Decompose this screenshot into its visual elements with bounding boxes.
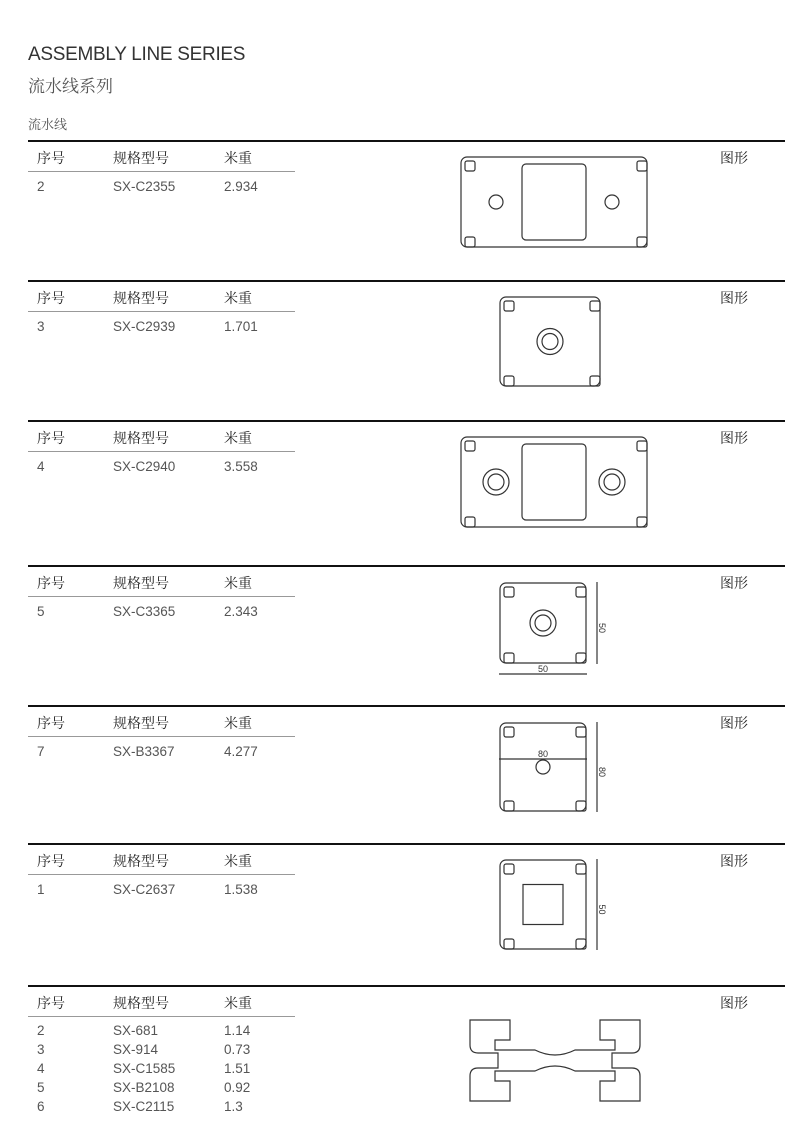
column-header-model: 规格型号 [113, 575, 169, 591]
corner-slot [576, 727, 586, 737]
column-header-no: 序号 [37, 995, 65, 1011]
column-header-no: 序号 [37, 290, 65, 306]
column-header-figure: 图形 [720, 715, 748, 731]
column-header-weight: 米重 [224, 430, 252, 446]
profile-outline [470, 1020, 640, 1101]
corner-slot [504, 864, 514, 874]
center-star-hole [537, 329, 563, 355]
row-model: SX-B3367 [113, 744, 175, 759]
product-section [28, 280, 785, 422]
row-model: SX-B2108 [113, 1080, 175, 1095]
dimension-label: 50 [597, 623, 607, 634]
center-cavity [522, 444, 586, 520]
column-header-figure: 图形 [720, 150, 748, 166]
dimension-label: 80 [597, 767, 607, 778]
column-header-figure: 图形 [720, 430, 748, 446]
header-divider [28, 1016, 295, 1017]
column-header-model: 规格型号 [113, 715, 169, 731]
dimension-label: 50 [597, 904, 607, 915]
column-header-weight: 米重 [224, 575, 252, 591]
row-weight: 0.73 [224, 1042, 251, 1057]
row-weight: 1.701 [224, 319, 258, 334]
corner-slot [504, 376, 514, 386]
row-model: SX-681 [113, 1023, 159, 1038]
header-divider [28, 596, 295, 597]
corner-slot [504, 301, 514, 311]
column-header-model: 规格型号 [113, 290, 169, 306]
profile-drawing [465, 1005, 640, 1117]
row-no: 2 [37, 1023, 45, 1038]
column-header-weight: 米重 [224, 715, 252, 731]
column-header-no: 序号 [37, 853, 65, 869]
header-divider [28, 874, 295, 875]
center-star-hole [599, 469, 625, 495]
corner-slot [590, 301, 600, 311]
row-weight: 1.538 [224, 882, 258, 897]
column-header-weight: 米重 [224, 995, 252, 1011]
column-header-weight: 米重 [224, 150, 252, 166]
row-no: 3 [37, 1042, 45, 1057]
row-weight: 3.558 [224, 459, 258, 474]
center-core [542, 334, 558, 350]
column-header-model: 规格型号 [113, 995, 169, 1011]
corner-slot [465, 517, 475, 527]
column-header-model: 规格型号 [113, 853, 169, 869]
header-divider [28, 736, 295, 737]
column-header-figure: 图形 [720, 290, 748, 306]
column-header-no: 序号 [37, 575, 65, 591]
column-header-no: 序号 [37, 150, 65, 166]
corner-slot [465, 441, 475, 451]
corner-slot [637, 161, 647, 171]
profile-drawing [458, 154, 650, 250]
dimension-label: 50 [538, 664, 549, 674]
profile-drawing [497, 294, 603, 389]
dimension-label: 80 [538, 749, 549, 759]
center-cavity [523, 885, 563, 925]
corner-slot [465, 161, 475, 171]
product-section [28, 705, 785, 847]
column-header-figure: 图形 [720, 853, 748, 869]
row-model: SX-C2355 [113, 179, 176, 194]
row-model: SX-C2637 [113, 882, 176, 897]
header-divider [28, 171, 295, 172]
center-star-hole [483, 469, 509, 495]
corner-slot [504, 801, 514, 811]
center-cavity [522, 164, 586, 240]
row-no: 4 [37, 1061, 45, 1076]
row-no: 6 [37, 1099, 45, 1114]
profile-drawing [458, 434, 650, 530]
row-model: SX-914 [113, 1042, 159, 1057]
row-no: 7 [37, 744, 45, 759]
corner-slot [504, 727, 514, 737]
center-hole [605, 195, 619, 209]
column-header-model: 规格型号 [113, 430, 169, 446]
product-section [28, 565, 785, 707]
column-header-weight: 米重 [224, 290, 252, 306]
row-no: 5 [37, 604, 45, 619]
center-core [604, 474, 620, 490]
page-title: ASSEMBLY LINE SERIES [28, 44, 246, 65]
corner-slot [504, 939, 514, 949]
center-hole [489, 195, 503, 209]
profile-outline [500, 583, 586, 663]
row-no: 4 [37, 459, 45, 474]
product-section [28, 420, 785, 562]
row-no: 2 [37, 179, 45, 194]
profile-drawing [497, 720, 607, 814]
row-weight: 2.934 [224, 179, 258, 194]
row-no: 1 [37, 882, 45, 897]
page-subtitle: 流水线系列 [28, 77, 113, 96]
profile-drawing [497, 857, 607, 952]
row-model: SX-C1585 [113, 1061, 176, 1076]
product-section [28, 843, 785, 985]
center-star-hole [530, 610, 556, 636]
product-section [28, 985, 785, 1126]
header-divider [28, 311, 295, 312]
corner-slot [504, 587, 514, 597]
row-model: SX-C3365 [113, 604, 176, 619]
row-model: SX-C2115 [113, 1099, 175, 1114]
column-header-model: 规格型号 [113, 150, 169, 166]
header-divider [28, 451, 295, 452]
category-label: 流水线 [28, 117, 68, 132]
row-model: SX-C2939 [113, 319, 176, 334]
center-core [488, 474, 504, 490]
column-header-no: 序号 [37, 430, 65, 446]
center-core [535, 615, 551, 631]
row-weight: 0.92 [224, 1080, 251, 1095]
profile-outline [461, 437, 647, 527]
column-header-no: 序号 [37, 715, 65, 731]
column-header-weight: 米重 [224, 853, 252, 869]
profile-drawing [497, 580, 607, 674]
center-hole [536, 760, 550, 774]
row-no: 3 [37, 319, 45, 334]
corner-slot [576, 864, 586, 874]
row-weight: 2.343 [224, 604, 258, 619]
row-model: SX-C2940 [113, 459, 176, 474]
row-no: 5 [37, 1080, 45, 1095]
row-weight: 1.51 [224, 1061, 251, 1076]
corner-slot [576, 587, 586, 597]
corner-slot [637, 441, 647, 451]
column-header-figure: 图形 [720, 995, 748, 1011]
corner-slot [504, 653, 514, 663]
row-weight: 1.3 [224, 1099, 243, 1114]
row-weight: 4.277 [224, 744, 258, 759]
row-weight: 1.14 [224, 1023, 251, 1038]
product-section [28, 140, 785, 282]
corner-slot [465, 237, 475, 247]
profile-outline [500, 297, 600, 386]
column-header-figure: 图形 [720, 575, 748, 591]
